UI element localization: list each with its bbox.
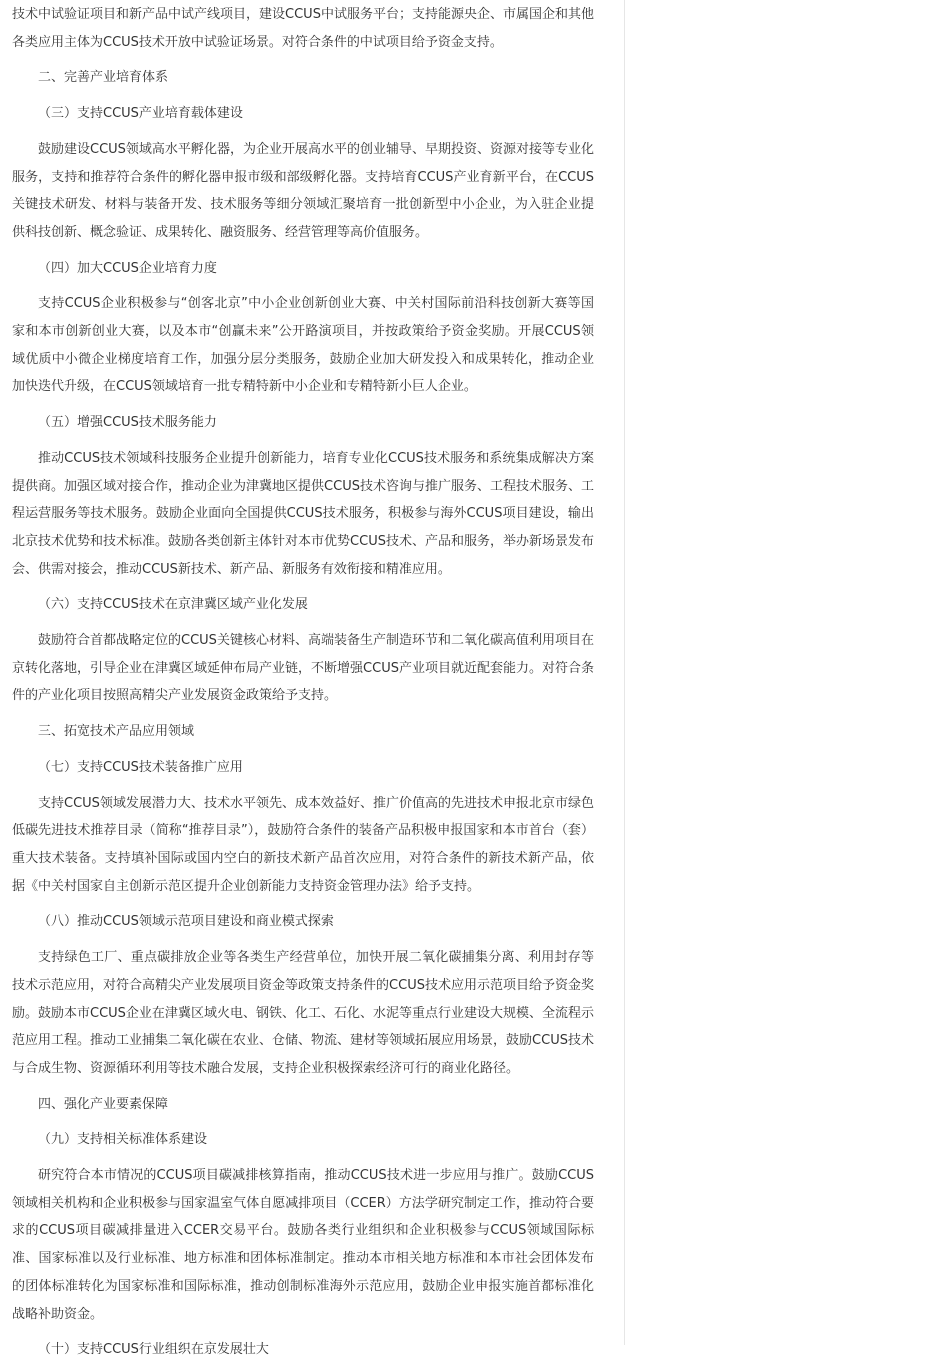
section-heading-2: 二、完善产业培育体系 bbox=[38, 70, 169, 86]
paragraph-enterprise-cultivation: 支持CCUS企业积极参与“创客北京”中小企业创新创业大赛、中关村国际前沿科技创新大赛等国家和本市创新创业大赛，以及本市“创赢未来”公开路演项目，并按政策给予资金奖励。开展CCUS领域优质中小微企业梯度培育工作，加强分层分类服务，鼓励企业加大研发投入和成果转化，推动企业加快迭代升级，在CCUS领域培育一批专精特新中小企业和专精特新小巨人企业。 bbox=[12, 296, 594, 395]
paragraph-incubator: 鼓励建设CCUS领域高水平孵化器，为企业开展高水平的创业辅导、早期投资、资源对接等专业化服务，支持和推荐符合条件的孵化器申报市级和部级孵化器。支持培育CCUS产业育新平台，在CCUS关键技术研发、材料与装备开发、技术服务等细分领域汇聚培育一批创新型中小企业，为入驻企业提供科技创新、概念验证、成果转化、融资服务、经营管理等高价值服务。 bbox=[12, 141, 594, 240]
subsection-heading-9: （九）支持相关标准体系建设 bbox=[38, 1132, 208, 1148]
paragraph-tech-services: 推动CCUS技术领域科技服务企业提升创新能力，培育专业化CCUS技术服务和系统集成解决方案提供商。加强区域对接合作，推动企业为津冀地区提供CCUS技术咨询与推广服务、工程技术服务、工程运营服务等技术服务。鼓励企业面向全国提供CCUS技术服务，积极参与海外CCUS项目建设，输出北京技术优势和技术标准。鼓励各类创新主体针对本市优势CCUS技术、产品和服务，举办新场景发布会、供需对接会，推动CCUS新技术、新产品、新服务有效衔接和精准应用。 bbox=[12, 450, 594, 577]
section-heading-3: 三、拓宽技术产品应用领域 bbox=[38, 724, 195, 740]
subsection-heading-4: （四）加大CCUS企业培育力度 bbox=[38, 260, 217, 276]
paragraph-regional-industrialization: 鼓励符合首都战略定位的CCUS关键核心材料、高端装备生产制造环节和二氧化碳高值利用项目在京转化落地，引导企业在津冀区域延伸布局产业链，不断增强CCUS产业项目就近配套能力。对符合条件的产业化项目按照高精尖产业发展资金政策给予支持。 bbox=[12, 633, 594, 704]
section-heading-4: 四、强化产业要素保障 bbox=[38, 1096, 169, 1112]
paragraph-continued: 技术中试验证项目和新产品中试产线项目，建设CCUS中试服务平台；支持能源央企、市属国企和其他各类应用主体为CCUS技术开放中试验证场景。对符合条件的中试项目给予资金支持。 bbox=[12, 7, 594, 50]
paragraph-standards: 研究符合本市情况的CCUS项目碳减排核算指南，推动CCUS技术进一步应用与推广。鼓励CCUS领域相关机构和企业积极参与国家温室气体自愿减排项目（CCER）方法学研究制定工作，推动符合要求的CCUS项目碳减排量进入CCER交易平台。鼓励各类行业组织和企业积极参与CCUS领域国际标准、国家标准以及行业标准、地方标准和团体标准制定。推动本市相关地方标准和本市社会团体发布的团体标准转化为国家标准和国际标准，推动创制标准海外示范应用，鼓励企业申报实施首都标准化战略补助资金。 bbox=[12, 1168, 594, 1322]
subsection-heading-6: （六）支持CCUS技术在京津冀区域产业化发展 bbox=[38, 597, 308, 613]
subsection-heading-8: （八）推动CCUS领域示范项目建设和商业模式探索 bbox=[38, 914, 334, 930]
subsection-heading-10: （十）支持CCUS行业组织在京发展壮大 bbox=[38, 1342, 269, 1358]
right-sidebar bbox=[626, 0, 950, 1345]
subsection-heading-3: （三）支持CCUS产业培育载体建设 bbox=[38, 106, 243, 122]
subsection-heading-5: （五）增强CCUS技术服务能力 bbox=[38, 415, 217, 431]
subsection-heading-7: （七）支持CCUS技术装备推广应用 bbox=[38, 759, 243, 775]
article-body bbox=[12, 1, 594, 1364]
paragraph-equipment-promotion: 支持CCUS领域发展潜力大、技术水平领先、成本效益好、推广价值高的先进技术申报北京市绿色低碳先进技术推荐目录（简称“推荐目录”），鼓励符合条件的装备产品积极申报国家和本市首台（套）重大技术装备。支持填补国际或国内空白的新技术新产品首次应用，对符合条件的新技术新产品，依据《中关村国家自主创新示范区提升企业创新能力支持资金管理办法》给予支持。 bbox=[12, 795, 594, 894]
paragraph-demonstration-projects: 支持绿色工厂、重点碳排放企业等各类生产经营单位，加快开展二氧化碳捕集分离、利用封存等技术示范应用，对符合高精尖产业发展项目资金等政策支持条件的CCUS技术应用示范项目给予资金奖励。鼓励本市CCUS企业在津冀区域火电、钢铁、化工、石化、水泥等重点行业建设大规模、全流程示范应用工程。推动工业捕集二氧化碳在农业、仓储、物流、建材等领域拓展应用场景，鼓励CCUS技术与合成生物、资源循环利用等技术融合发展，支持企业积极探索经济可行的商业化路径。 bbox=[12, 950, 594, 1076]
